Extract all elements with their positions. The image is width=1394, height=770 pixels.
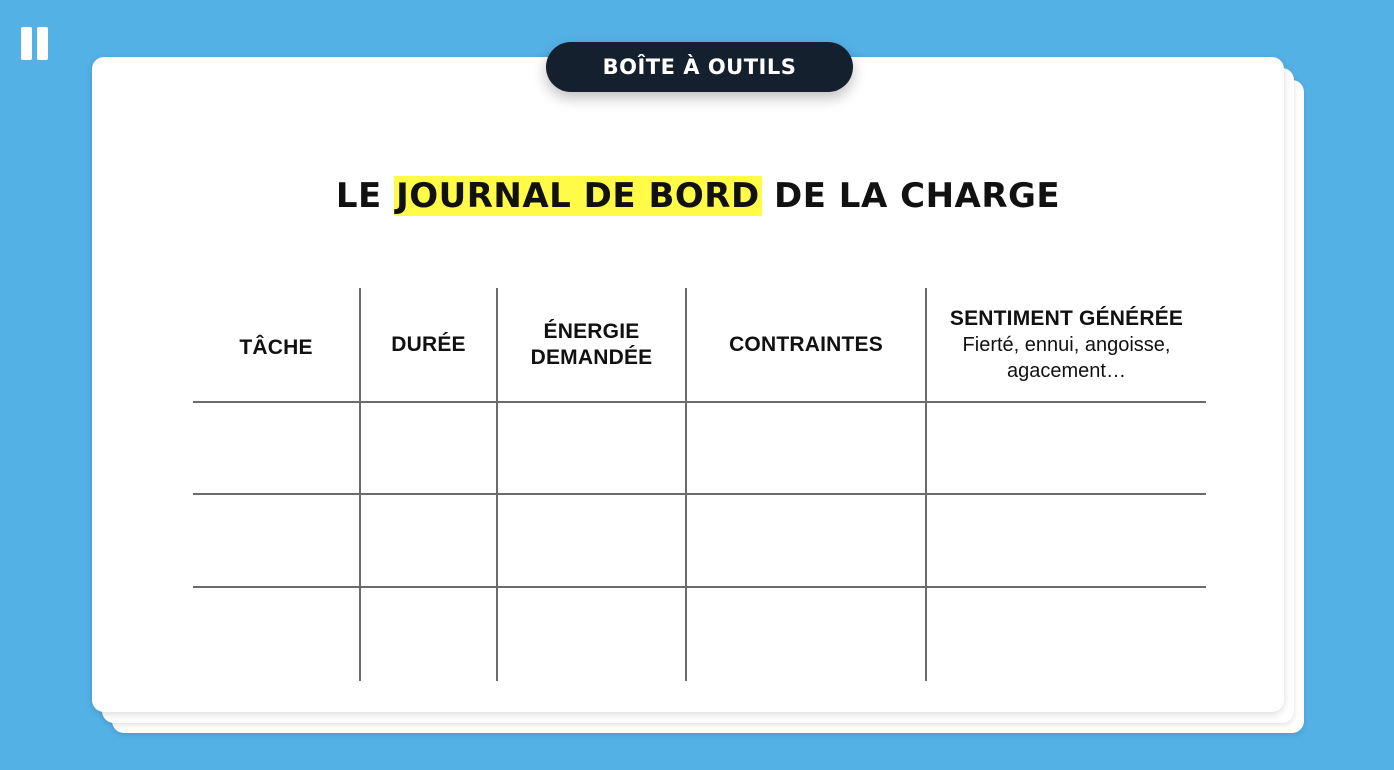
- title-highlight: JOURNAL DE BORD: [396, 176, 760, 216]
- column-header-sentiment: [927, 288, 1206, 401]
- table-cell[interactable]: [687, 403, 925, 493]
- column-header-label: ÉNERGIE DEMANDÉE: [530, 319, 653, 369]
- table-cell[interactable]: [498, 495, 685, 586]
- table-cell[interactable]: [498, 588, 685, 681]
- table-cell[interactable]: [361, 588, 496, 681]
- pause-bar-right: [37, 27, 48, 60]
- table-cell[interactable]: [361, 495, 496, 586]
- title-prefix: LE: [335, 176, 395, 216]
- toolbox-badge: BOÎTE À OUTILS: [546, 42, 853, 92]
- column-header-label: DURÉE: [391, 332, 466, 356]
- table-cell[interactable]: [927, 588, 1206, 681]
- table-cell[interactable]: [193, 588, 359, 681]
- table-cell[interactable]: [193, 403, 359, 493]
- table-cell[interactable]: [927, 403, 1206, 493]
- pause-icon[interactable]: [21, 27, 48, 60]
- column-header-contraintes: [687, 288, 925, 401]
- table-cell[interactable]: [927, 495, 1206, 586]
- column-header-tache: [193, 288, 359, 401]
- column-header-duree: [361, 288, 496, 401]
- column-header-energie: [498, 288, 685, 401]
- column-header-label: CONTRAINTES: [729, 332, 883, 356]
- page-title: [92, 176, 1304, 216]
- pause-bar-left: [21, 27, 32, 60]
- column-header-label: SENTIMENT GÉNÉRÉE: [949, 306, 1184, 330]
- column-header-hint: Fierté, ennui, angoisse, agacement…: [962, 333, 1171, 382]
- table-cell[interactable]: [498, 403, 685, 493]
- table-cell[interactable]: [687, 495, 925, 586]
- log-table: [193, 288, 1206, 681]
- table-cell[interactable]: [193, 495, 359, 586]
- table-cell[interactable]: [687, 588, 925, 681]
- title-suffix: DE LA CHARGE: [761, 176, 1061, 216]
- table-cell[interactable]: [361, 403, 496, 493]
- column-header-label: TÂCHE: [239, 335, 313, 359]
